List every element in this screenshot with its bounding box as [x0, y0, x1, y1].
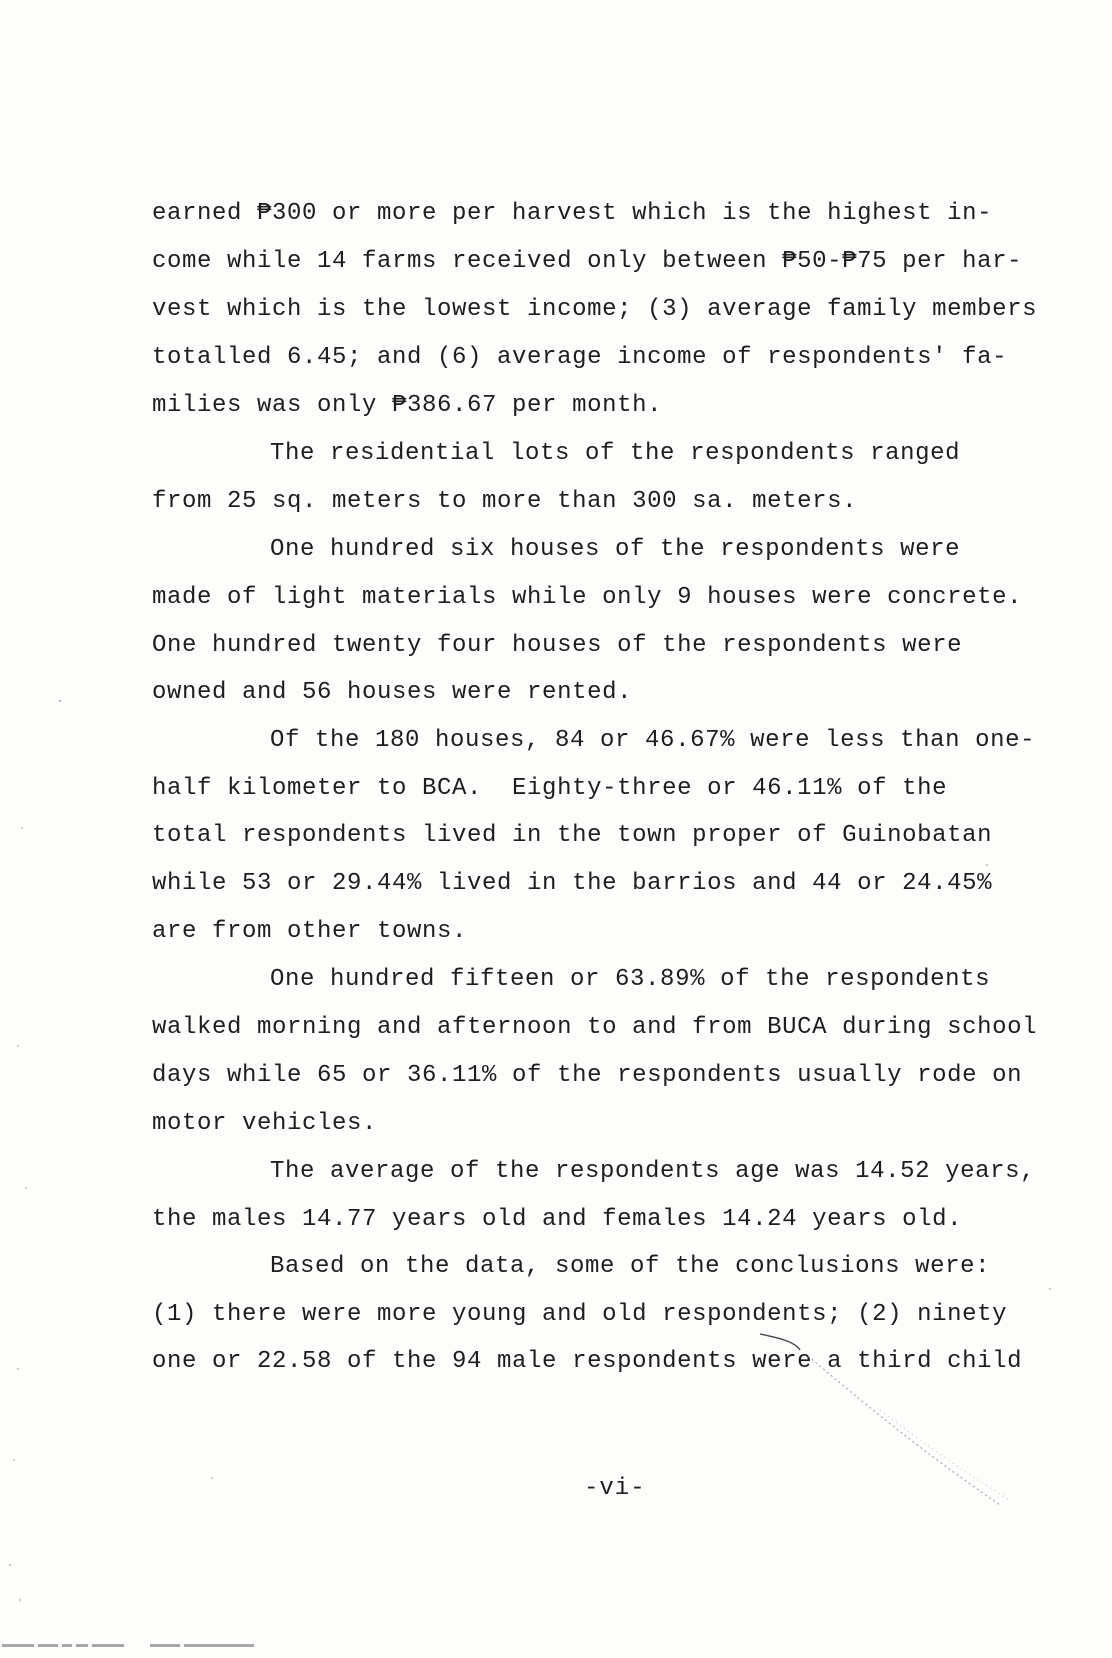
text-line: One hundred six houses of the respondents were: [270, 536, 961, 563]
text-line: owned and 56 houses were rented.: [152, 679, 633, 706]
text-line: from 25 sq. meters to more than 300 sa. meters.: [152, 488, 858, 515]
page-number: -vi-: [584, 1475, 646, 1502]
text-line: half kilometer to BCA. Eighty-three or 46.11% of the: [152, 775, 948, 802]
text-line: The residential lots of the respondents ranged: [270, 440, 961, 467]
text-line: Based on the data, some of the conclusions were:: [270, 1253, 991, 1280]
text-line: one or 22.58 of the 94 male respondents were a third child: [152, 1348, 1023, 1375]
text-line: are from other towns.: [152, 918, 468, 945]
text-line: earned ₱300 or more per harvest which is the highest in-: [152, 200, 993, 227]
text-line: One hundred fifteen or 63.89% of the respondents: [270, 966, 991, 993]
text-line: The average of the respondents age was 14.52 years,: [270, 1158, 1036, 1185]
text-line: total respondents lived in the town proper of Guinobatan: [152, 822, 993, 849]
text-line: days while 65 or 36.11% of the respondents usually rode on: [152, 1062, 1023, 1089]
text-line: made of light materials while only 9 houses were concrete.: [152, 584, 1023, 611]
text-line: while 53 or 29.44% lived in the barrios and 44 or 24.45%: [152, 870, 993, 897]
text-line: walked morning and afternoon to and from BUCA during school: [152, 1014, 1038, 1041]
text-line: One hundred twenty four houses of the respondents were: [152, 632, 963, 659]
text-line: vest which is the lowest income; (3) average family members: [152, 296, 1038, 323]
text-line: milies was only ₱386.67 per month.: [152, 392, 663, 419]
text-line: (1) there were more young and old respondents; (2) ninety: [152, 1301, 1008, 1328]
text-line: come while 14 farms received only between ₱50-₱75 per har-: [152, 248, 1023, 275]
text-line: totalled 6.45; and (6) average income of respondents' fa-: [152, 344, 1008, 371]
text-line: motor vehicles.: [152, 1110, 378, 1137]
text-line: the males 14.77 years old and females 14.24 years old.: [152, 1206, 963, 1233]
text-line: Of the 180 houses, 84 or 46.67% were less than one-: [270, 727, 1036, 754]
